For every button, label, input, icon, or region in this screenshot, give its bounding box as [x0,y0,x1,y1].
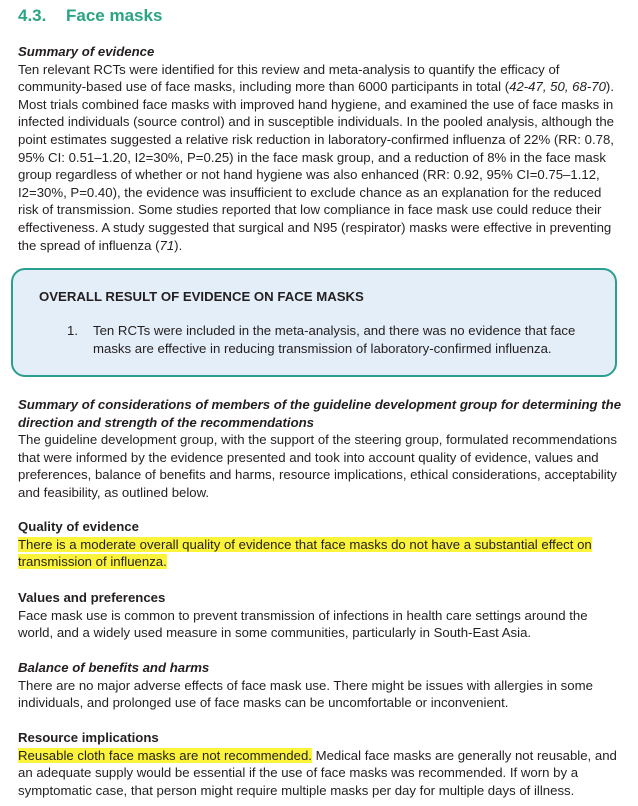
summary-text-part-1: Ten relevant RCTs were identified for this review and meta-analysis to quantify the efficacy of community-based use of face masks, including more than 6000 participants in total ( [18,61,560,95]
section-number: 4.3. [18,6,47,25]
list-item-text: Ten RCTs were included in the meta-analysis, and there was no evidence that face masks are effective in reducing transmission of laboratory-confirmed influenza. [93,323,576,356]
considerations-section [18,396,622,502]
quality-of-evidence-section [18,518,622,571]
reference-citation: 42-47, 50, 68-70 [509,79,606,95]
resource-implications-heading: Resource implications [18,730,159,745]
overall-result-box [11,268,617,377]
quality-of-evidence-heading: Quality of evidence [18,519,139,534]
resource-implications-text [18,747,622,800]
overall-result-title: OVERALL RESULT OF EVIDENCE ON FACE MASKS [39,289,364,304]
balance-text: There are no major adverse effects of face mask use. There might be issues with allergies in some individuals, and prolonged use of face masks can be uncomfortable or inconvenient. [18,677,593,711]
balance-heading: Balance of benefits and harms [18,660,210,675]
resource-implications-section [18,729,622,799]
section-title: Face masks [66,6,163,25]
values-preferences-text: Face mask use is common to prevent transmission of infections in health care settings around the world, and a widely used measure in some communities, particularly in South-East Asia. [18,607,588,641]
overall-result-item [67,322,597,357]
summary-of-evidence-heading: Summary of evidence [18,44,155,59]
considerations-heading: Summary of considerations of members of the guideline development group for determining the direction and strength of the recommendations [18,397,622,430]
values-preferences-heading: Values and preferences [18,590,166,605]
resource-implications-body: Medical face masks are generally not reusable, and an adequate supply would be essential if the use of face masks was recommended. If worn by a symptomatic case, that person might require multiple masks per day for multiple days of illness. [18,747,617,798]
values-preferences-section [18,589,622,642]
highlighted-text: Reusable cloth face masks are not recommended. [18,747,312,763]
summary-of-evidence-text [18,61,622,255]
considerations-text: The guideline development group, with the support of the steering group, formulated recommendations that were informed by the evidence presented and took into account quality of evidence, values and preferences, balance of benefits and harms, resource implications, ethical considerations, acceptability and feasibility, as outlined below. [18,432,617,500]
highlighted-text: There is a moderate overall quality of evidence that face masks do not have a substantial effect on transmission of influenza. [18,536,592,570]
reference-citation: 71 [159,237,175,253]
summary-of-evidence [18,43,622,254]
section-heading [18,3,162,29]
summary-text-part-2: ). Most trials combined face masks with improved hand hygiene, and examined the use of face masks in infected individuals (source control) and in susceptible individuals. In the pooled analysis, although the point estimates suggested a relative risk reduction in laboratory-confirmed influenza of 22% (RR: 0.78, 95% CI: 0.51–1.20, I2=30%, P=0.25) in the face mask group, and a reduction of 8% in the face mask group regardless of whether or not hand hygiene was also enhanced (RR: 0.92, 95% CI=0.75–1.12, I2=30%, P=0.40), the evidence was insufficient to exclude chance as an explanation for the reduced risk of transmission. Some studies reported that low compliance in face mask use could reduce their effectiveness. A study suggested that surgical and N95 (respirator) masks were effective in preventing the spread of influenza ( [18,79,615,253]
balance-section [18,659,622,712]
quality-of-evidence-text [18,536,622,571]
list-number: 1. [67,323,78,338]
summary-text-part-3: ). [174,237,183,253]
